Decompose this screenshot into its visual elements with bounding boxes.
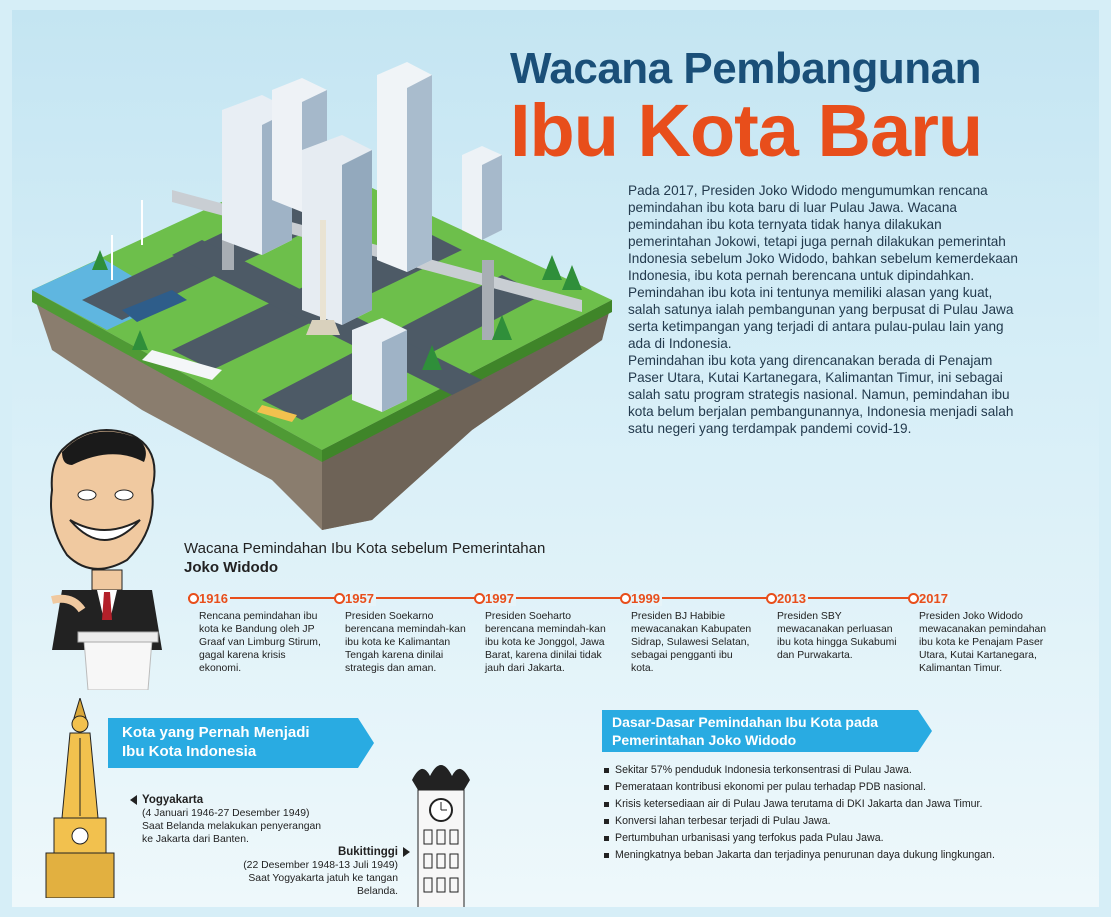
timeline-text: Presiden BJ Habibie mewacanakan Kabupaten Sidrap, Sulawesi Selatan, sebagai pengganti ibu kota.	[631, 611, 752, 674]
timeline-item	[766, 590, 902, 662]
jokowi-caricature-illustration	[32, 420, 182, 690]
dasar-list	[604, 762, 995, 864]
timeline-heading-bold: Joko Widodo	[184, 559, 279, 576]
timeline-item	[908, 590, 1058, 675]
timeline-year: 1957	[345, 591, 374, 606]
timeline-item	[334, 590, 470, 675]
infographic	[12, 10, 1099, 907]
timeline-dot	[908, 593, 919, 604]
city-reason-1: Saat Yogyakarta jatuh ke tangan	[248, 873, 398, 884]
arrow-left-icon	[130, 795, 137, 805]
timeline-dot	[766, 593, 777, 604]
timeline-dot	[474, 593, 485, 604]
intro-paragraph-1: Pada 2017, Presiden Joko Widodo mengumumkan rencana pemindahan ibu kota baru di luar Pulau Jawa. Wacana pemindahan ibu kota ternyata tidak hanya dilakukan pemerintahan Jokowi, tetapi juga pernah dilakukan pemerintah Indonesia sebelum Joko Widodo, bahkan sebelum kemerdekaan Indonesia, ibu kota pernah berencana untuk dipindahkan.	[628, 183, 1018, 283]
list-item: Sekitar 57% penduduk Indonesia terkonsentrasi di Pulau Jawa.	[604, 762, 995, 779]
kota-banner-line-1: Kota yang Pernah Menjadi	[122, 724, 310, 741]
timeline-dot	[334, 593, 345, 604]
timeline-text: Presiden Soeharto berencana memindah-kan ibu kota ke Jonggol, Jawa Barat, karena dinilai tidak jauh dari Jakarta.	[485, 611, 606, 674]
timeline-year: 1916	[199, 591, 228, 606]
list-item: Konversi lahan terbesar terjadi di Pulau Jawa.	[604, 813, 995, 830]
jam-gadang-illustration	[408, 758, 474, 907]
list-item: Krisis ketersediaan air di Pulau Jawa terutama di DKI Jakarta dan Jawa Timur.	[604, 796, 995, 813]
title-line-1: Wacana Pembangunan	[510, 44, 982, 93]
intro-text	[628, 182, 1028, 437]
dasar-banner-line-2: Pemerintahan Joko Widodo	[612, 732, 797, 748]
timeline-heading	[184, 540, 545, 576]
city-yogyakarta	[130, 794, 321, 846]
city-reason-1: Saat Belanda melakukan penyerangan	[142, 821, 322, 832]
timeline-item	[474, 590, 610, 675]
timeline-item	[188, 590, 324, 675]
city-name: Yogyakarta	[142, 794, 204, 806]
timeline-year: 1997	[485, 591, 514, 606]
city-reason-2: ke Jakarta dari Banten.	[142, 834, 249, 845]
timeline-dot	[620, 593, 631, 604]
timeline-item	[620, 590, 756, 675]
kota-banner	[108, 718, 358, 768]
timeline-year: 2013	[777, 591, 806, 606]
list-item: Pemerataan kontribusi ekonomi per pulau terhadap PDB nasional.	[604, 779, 995, 796]
timeline-year: 1999	[631, 591, 660, 606]
title-line-2: Ibu Kota Baru	[510, 89, 983, 172]
dasar-banner	[602, 710, 918, 752]
timeline-dot	[188, 593, 199, 604]
timeline-text: Presiden Joko Widodo mewacanakan pemindahan ibu kota ke Penajam Paser Utara, Kutai Kartanegara, Kalimantan Timur.	[919, 611, 1047, 674]
timeline-text: Presiden SBY mewacanakan perluasan ibu kota hingga Sukabumi dan Purwakarta.	[777, 611, 897, 661]
timeline-text: Rencana pemindahan ibu kota ke Bandung oleh JP Graaf van Limburg Stirum, gagal karena krisis ekonomi.	[199, 611, 321, 674]
city-period: (22 Desember 1948-13 Juli 1949)	[243, 860, 398, 871]
city-name: Bukittinggi	[337, 846, 398, 858]
timeline-text: Presiden Soekarno berencana memindah-kan ibu kota ke Kalimantan Tengah karena dinilai strategis dan aman.	[345, 611, 466, 674]
kota-banner-line-2: Ibu Kota Indonesia	[122, 743, 257, 760]
timeline-heading-text: Wacana Pemindahan Ibu Kota sebelum Pemerintahan	[184, 540, 546, 557]
dasar-banner-line-1: Dasar-Dasar Pemindahan Ibu Kota pada	[612, 714, 879, 730]
city-bukittinggi	[198, 846, 410, 898]
city-period: (4 Januari 1946-27 Desember 1949)	[142, 808, 310, 819]
list-item: Pertumbuhan urbanisasi yang terfokus pada Pulau Jawa.	[604, 830, 995, 847]
city-reason-2: Belanda.	[356, 886, 398, 897]
list-item: Meningkatnya beban Jakarta dan terjadinya penurunan daya dukung lingkungan.	[604, 847, 995, 864]
intro-paragraph-2: Pemindahan ibu kota ini tentunya memiliki alasan yang kuat, salah satunya ialah pembangunan yang berpusat di Pulau Jawa serta ketimpangan yang terjadi di antara pulau-pulau lain yang ada di Indonesia.	[628, 285, 1014, 351]
intro-paragraph-3: Pemindahan ibu kota yang direncanakan berada di Penajam Paser Utara, Kutai Kartanegara, Kalimantan Timur, ini sebagai salah satu program strategis nasional. Namun, pemindahan ibu kota belum berjalan pembangunannya, Indonesia menjadi salah satu negeri yang terdampak pandemi covid-19.	[628, 353, 1014, 436]
timeline-year: 2017	[919, 591, 948, 606]
